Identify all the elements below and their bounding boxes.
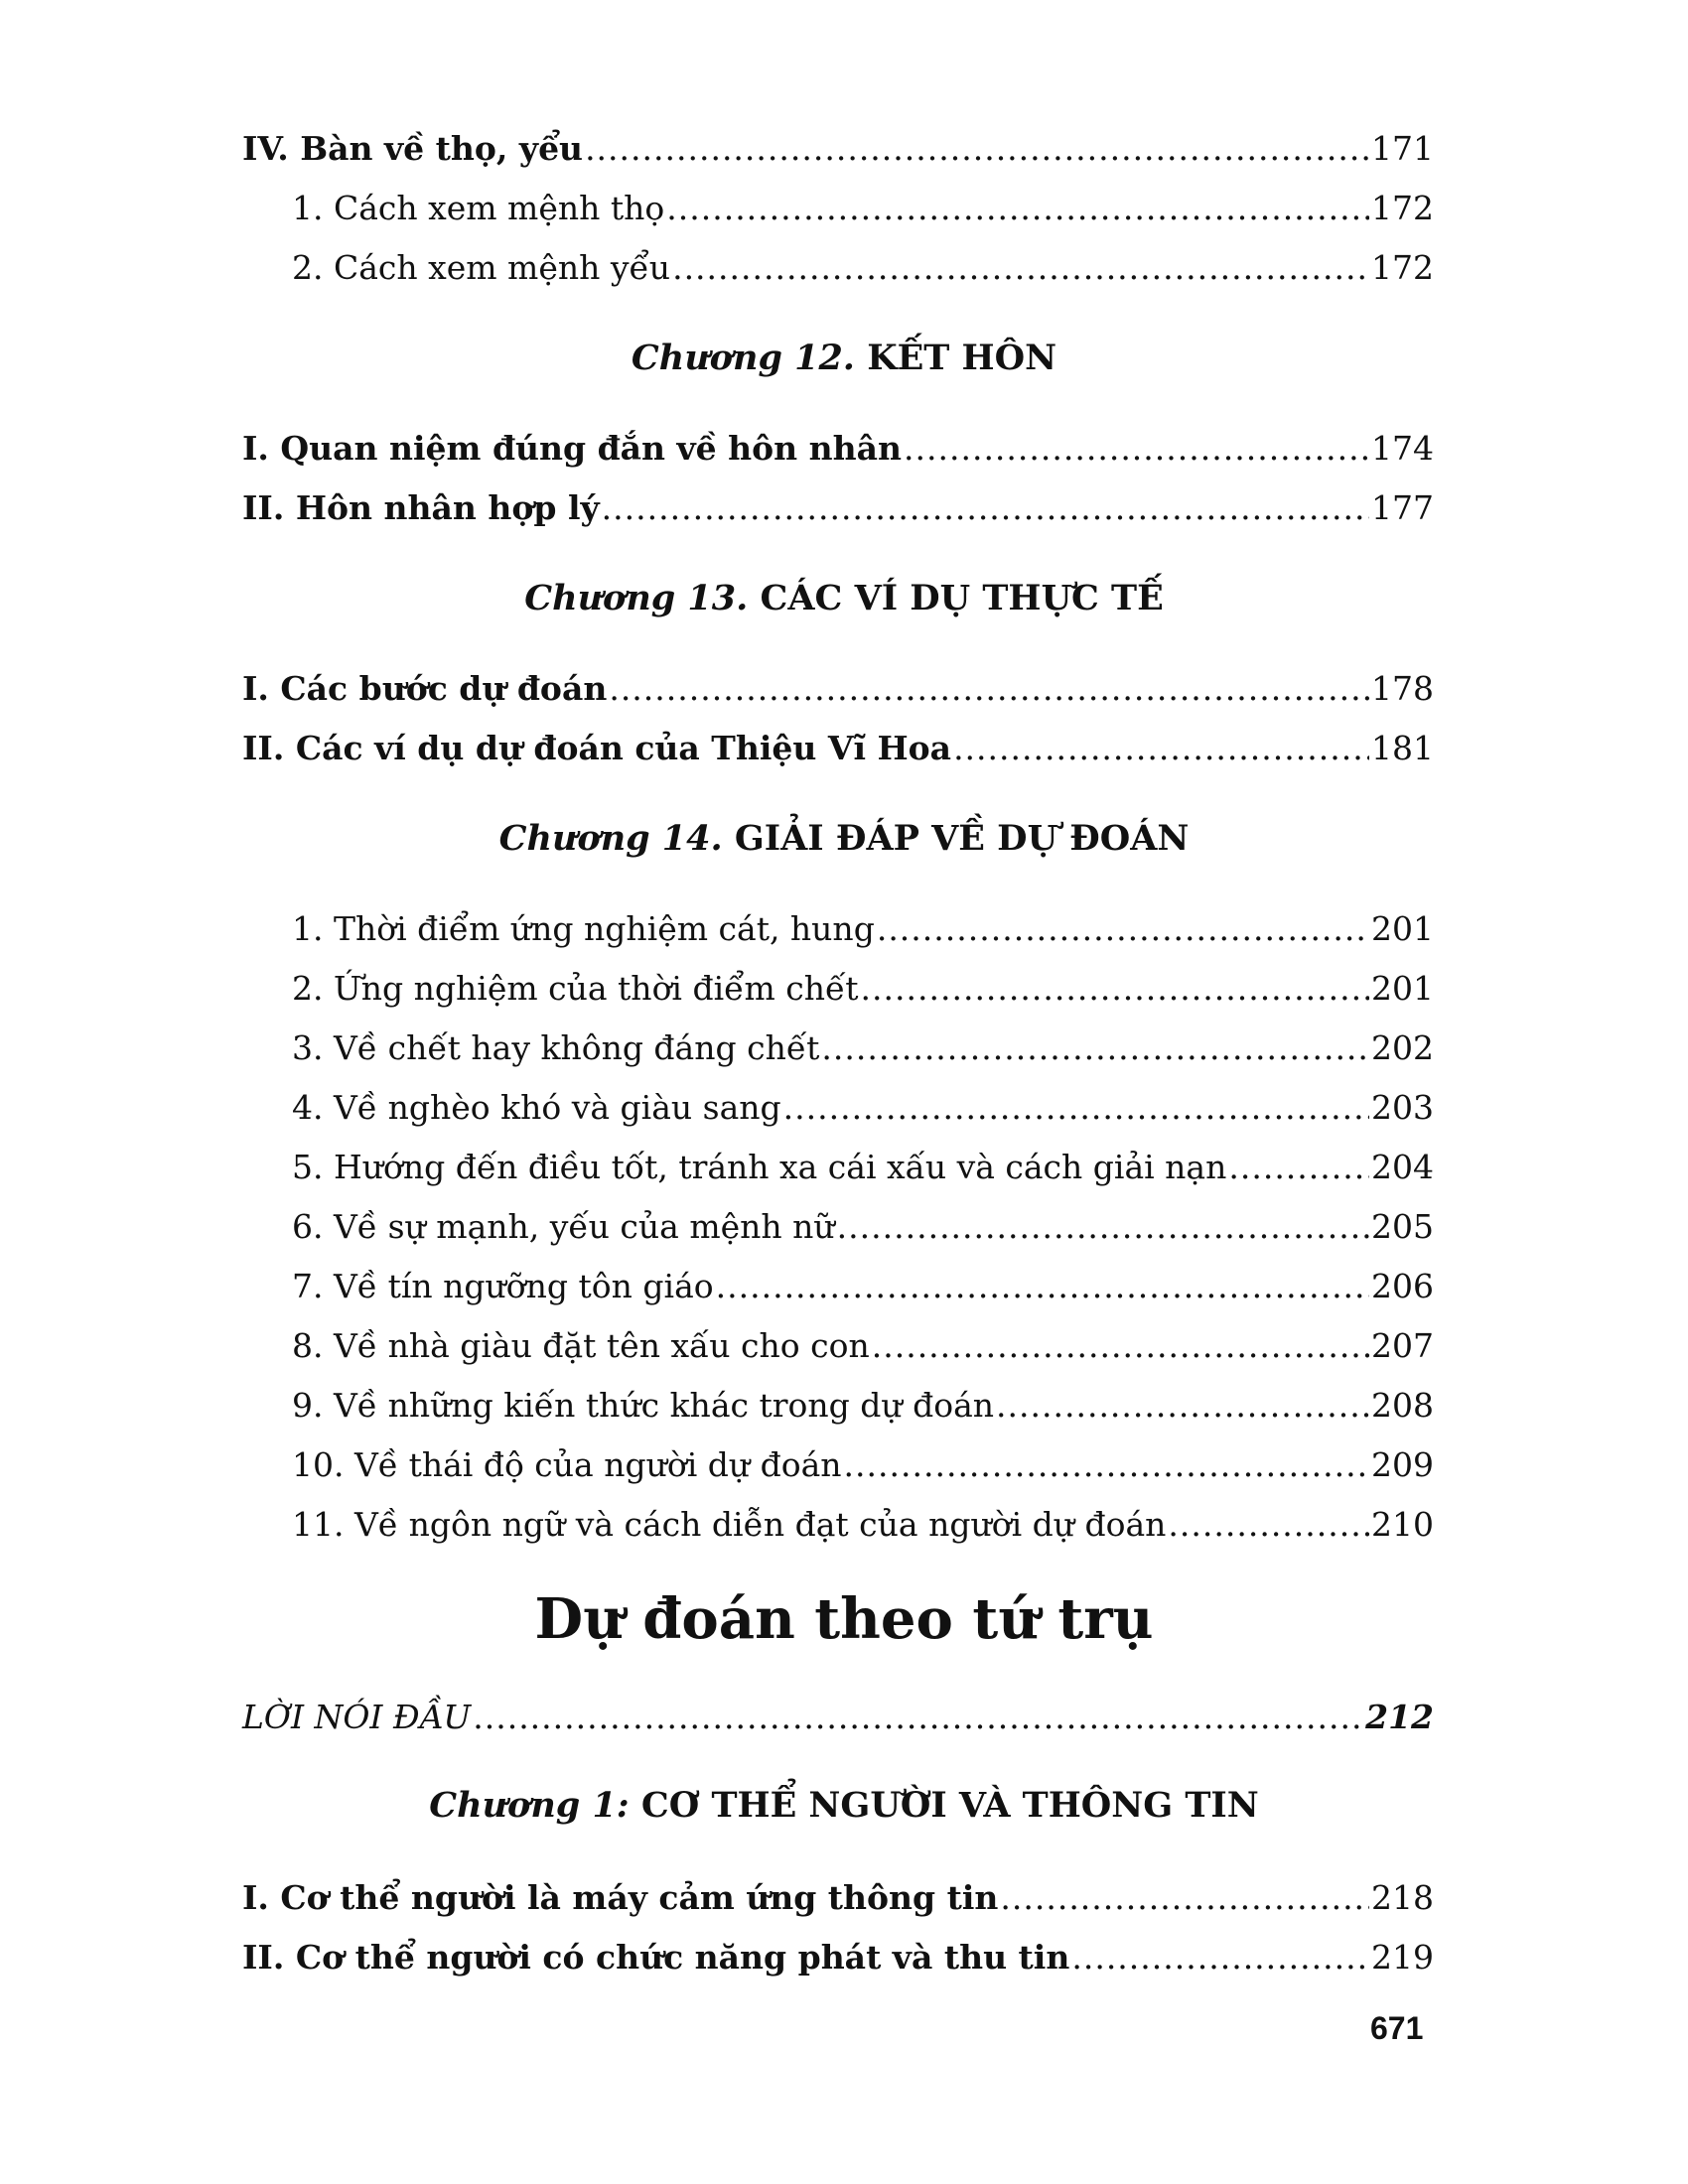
part-title: Dự đoán theo tứ trụ bbox=[534, 1586, 1154, 1652]
dot-leader bbox=[1000, 1876, 1369, 1920]
toc-entry-page: 201 bbox=[1371, 969, 1434, 1008]
toc-entry-label: 7. Về tín ngưỡng tôn giáo bbox=[292, 1267, 714, 1305]
dot-leader bbox=[837, 1205, 1369, 1249]
toc-entry bbox=[292, 1503, 1434, 1547]
toc-entry-label: I. Quan niệm đúng đắn về hôn nhân bbox=[242, 429, 903, 468]
dot-leader bbox=[585, 127, 1369, 171]
chapter-title: CÁC VÍ DỤ THỰC TẾ bbox=[760, 578, 1164, 618]
toc-entry-label: IV. Bàn về thọ, yểu bbox=[242, 129, 584, 168]
toc-entry-page: 174 bbox=[1371, 429, 1434, 468]
toc-entry-page: 206 bbox=[1371, 1267, 1434, 1305]
toc-entry-page: 210 bbox=[1371, 1505, 1434, 1544]
dot-leader bbox=[1071, 1936, 1369, 1979]
toc-entry-label: 9. Về những kiến thức khác trong dự đoán bbox=[292, 1386, 995, 1425]
toc-entry-page: 177 bbox=[1371, 488, 1434, 527]
chapter-prefix: Chương 14. bbox=[498, 818, 723, 859]
toc-entry-page: 219 bbox=[1371, 1938, 1434, 1977]
dot-leader bbox=[953, 727, 1369, 770]
toc-entry-page: 181 bbox=[1371, 729, 1434, 767]
toc-entry-page: 212 bbox=[1365, 1698, 1434, 1736]
dot-leader bbox=[877, 907, 1369, 951]
toc-entry-label: 3. Về chết hay không đáng chết bbox=[292, 1028, 820, 1067]
toc-entry-label: 2. Cách xem mệnh yểu bbox=[292, 248, 671, 287]
dot-leader bbox=[1228, 1146, 1369, 1189]
dot-leader bbox=[716, 1265, 1369, 1308]
toc-entry-label: I. Cơ thể người là máy cảm ứng thông tin bbox=[242, 1878, 999, 1917]
toc-entry-label: 4. Về nghèo khó và giàu sang bbox=[292, 1088, 781, 1127]
dot-leader bbox=[861, 967, 1369, 1011]
chapter-prefix: Chương 13. bbox=[524, 578, 749, 618]
toc-entry bbox=[292, 1026, 1434, 1070]
dot-leader bbox=[996, 1384, 1369, 1428]
toc-entry bbox=[242, 1936, 1434, 1979]
toc-entry bbox=[292, 967, 1434, 1011]
toc-entry bbox=[292, 1443, 1434, 1487]
dot-leader bbox=[602, 486, 1369, 530]
toc-entry-label: I. Các bước dự đoán bbox=[242, 669, 608, 708]
dot-leader bbox=[1168, 1503, 1369, 1547]
toc-entry-label: 1. Thời điểm ứng nghiệm cát, hung bbox=[292, 909, 875, 948]
dot-leader bbox=[872, 1324, 1369, 1368]
chapter-title: CƠ THỂ NGƯỜI VÀ THÔNG TIN bbox=[640, 1785, 1259, 1826]
chapter-heading bbox=[0, 1783, 1688, 1829]
toc-entry-label: II. Cơ thể người có chức năng phát và thu tin bbox=[242, 1938, 1070, 1977]
toc-entry-page: 171 bbox=[1371, 129, 1434, 168]
toc-entry bbox=[242, 1876, 1434, 1920]
toc-entry-label: LỜI NÓI ĐẦU bbox=[242, 1698, 472, 1736]
toc-entry-label: 10. Về thái độ của người dự đoán bbox=[292, 1445, 842, 1484]
toc-entry-page: 201 bbox=[1371, 909, 1434, 948]
toc-entry-label: 6. Về sự mạnh, yếu của mệnh nữ bbox=[292, 1207, 835, 1246]
toc-entry bbox=[242, 727, 1434, 770]
chapter-heading bbox=[0, 816, 1688, 862]
toc-entry-page: 207 bbox=[1371, 1326, 1434, 1365]
toc-entry bbox=[242, 127, 1434, 171]
dot-leader bbox=[783, 1086, 1369, 1130]
toc-entry-label: 8. Về nhà giàu đặt tên xấu cho con bbox=[292, 1326, 870, 1365]
toc-entry-page: 203 bbox=[1371, 1088, 1434, 1127]
toc-entry-label: 2. Ứng nghiệm của thời điểm chết bbox=[292, 969, 859, 1008]
toc-entry bbox=[292, 1324, 1434, 1368]
toc-entry bbox=[292, 187, 1434, 230]
toc-entry bbox=[292, 1146, 1434, 1189]
toc-entry-page: 172 bbox=[1371, 248, 1434, 287]
chapter-heading bbox=[0, 336, 1688, 381]
toc-entry-label: 5. Hướng đến điều tốt, tránh xa cái xấu và cách giải nạn bbox=[292, 1148, 1227, 1186]
toc-entry bbox=[292, 246, 1434, 290]
dot-leader bbox=[473, 1696, 1363, 1739]
toc-entry-label: II. Hôn nhân hợp lý bbox=[242, 488, 600, 527]
chapter-title: KẾT HÔN bbox=[867, 338, 1057, 378]
dot-leader bbox=[672, 246, 1369, 290]
chapter-prefix: Chương 12. bbox=[631, 338, 855, 378]
chapter-heading bbox=[0, 576, 1688, 621]
dot-leader bbox=[844, 1443, 1369, 1487]
toc-entry-page: 172 bbox=[1371, 189, 1434, 227]
toc-entry bbox=[292, 1205, 1434, 1249]
dot-leader bbox=[821, 1026, 1369, 1070]
chapter-title: GIẢI ĐÁP VỀ DỰ ĐOÁN bbox=[734, 818, 1190, 859]
toc-entry bbox=[292, 1086, 1434, 1130]
toc-entry-page: 178 bbox=[1371, 669, 1434, 708]
toc-entry bbox=[242, 667, 1434, 711]
toc-entry-label: 1. Cách xem mệnh thọ bbox=[292, 189, 665, 227]
toc-entry bbox=[292, 1265, 1434, 1308]
toc-entry-page: 205 bbox=[1371, 1207, 1434, 1246]
toc-entry bbox=[292, 907, 1434, 951]
toc-entry bbox=[292, 1384, 1434, 1428]
dot-leader bbox=[666, 187, 1369, 230]
toc-entry-page: 218 bbox=[1371, 1878, 1434, 1917]
toc-entry bbox=[242, 486, 1434, 530]
toc-entry-label: II. Các ví dụ dự đoán của Thiệu Vĩ Hoa bbox=[242, 729, 952, 767]
chapter-prefix: Chương 1: bbox=[429, 1785, 630, 1826]
toc-entry-label: 11. Về ngôn ngữ và cách diễn đạt của người dự đoán bbox=[292, 1505, 1167, 1544]
toc-entry-page: 208 bbox=[1371, 1386, 1434, 1425]
page-number: 671 bbox=[1370, 2010, 1424, 2046]
toc-entry-page: 204 bbox=[1371, 1148, 1434, 1186]
dot-leader bbox=[904, 427, 1369, 471]
toc-entry-preface bbox=[242, 1696, 1434, 1739]
toc-entry-page: 202 bbox=[1371, 1028, 1434, 1067]
dot-leader bbox=[609, 667, 1369, 711]
toc-entry-page: 209 bbox=[1371, 1445, 1434, 1484]
toc-entry bbox=[242, 427, 1434, 471]
